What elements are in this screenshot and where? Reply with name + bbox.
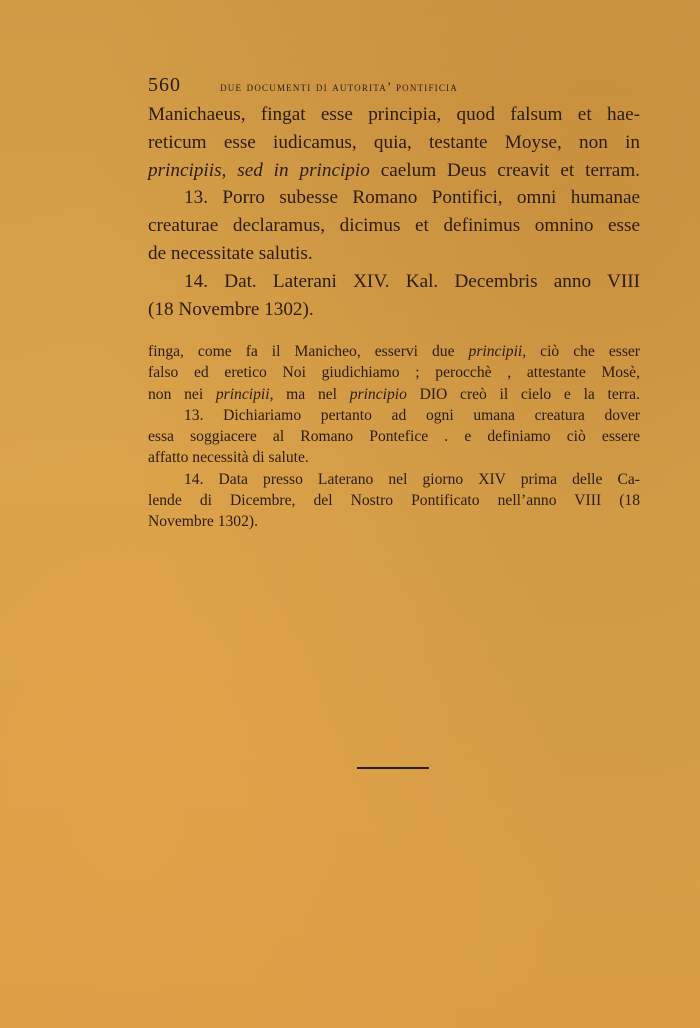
page-number: 560 xyxy=(148,74,181,96)
italian-paragraph-14 xyxy=(148,469,640,490)
text-fragment: non nei xyxy=(148,385,216,403)
text-fragment: , ciò che esser xyxy=(522,343,640,360)
italic-phrase: principii xyxy=(468,343,523,360)
page-header xyxy=(148,74,648,98)
text-line: de necessitate salutis. xyxy=(148,242,313,264)
text-fragment: DIO creò il cielo e la terra. xyxy=(406,385,640,403)
latin-paragraph-13 xyxy=(148,184,640,212)
latin-paragraph-14 xyxy=(148,268,640,296)
text-fragment: , ma nel xyxy=(269,385,350,403)
text-line: Manichaeus, fingat esse principia, quod falsum et hae- xyxy=(148,104,640,125)
text-line: lende di Dicembre, del Nostro Pontificato nell’anno VIII (18 xyxy=(148,492,640,510)
text-line: 13. Porro subesse Romano Pontifici, omni humanae xyxy=(184,187,640,209)
text-line: affatto necessità di salute. xyxy=(148,449,309,467)
latin-paragraph-1 xyxy=(148,101,640,184)
text-line xyxy=(148,341,640,362)
italian-paragraph-1 xyxy=(148,341,640,405)
text-line: creaturae declaramus, dicimus et definimus omnino esse xyxy=(148,215,640,237)
text-line xyxy=(148,384,640,405)
running-title: due documenti di autorita’ pontificia xyxy=(220,79,458,94)
text-line: reticum esse iudicamus, quia, testante Moyse, non in xyxy=(148,131,640,153)
end-rule xyxy=(357,767,429,769)
latin-paragraph-14-cont xyxy=(148,296,640,324)
text-line: falso ed eretico Noi giudichiamo ; perocchè , attestante Mosè, xyxy=(148,364,640,382)
text-line: 14. Data presso Laterano nel giorno XIV prima delle Ca- xyxy=(184,470,640,488)
italian-paragraph-14-cont xyxy=(148,490,640,533)
italian-translation xyxy=(148,341,640,533)
text-line: essa soggiacere al Romano Pontefice . e definiamo ciò essere xyxy=(148,428,640,446)
latin-text xyxy=(148,101,640,323)
italic-phrase: principio xyxy=(349,385,407,403)
text-fragment: finga, come fa il Manicheo, esservi due xyxy=(148,343,469,360)
italian-paragraph-13 xyxy=(148,405,640,426)
text-line: Novembre 1302). xyxy=(148,513,258,531)
text-line: 14. Dat. Laterani XIV. Kal. Decembris anno VIII xyxy=(184,270,640,292)
latin-paragraph-13-cont xyxy=(148,212,640,268)
text-line: 13. Dichiariamo pertanto ad ogni umana creatura dover xyxy=(184,406,640,424)
italic-phrase: principii xyxy=(215,385,270,403)
italic-phrase: principiis, sed in principio xyxy=(148,159,370,181)
text-line xyxy=(148,157,640,185)
text-line: (18 Novembre 1302). xyxy=(148,298,314,320)
text-fragment: caelum Deus creavit et terram. xyxy=(369,159,640,181)
italian-paragraph-13-cont xyxy=(148,426,640,469)
